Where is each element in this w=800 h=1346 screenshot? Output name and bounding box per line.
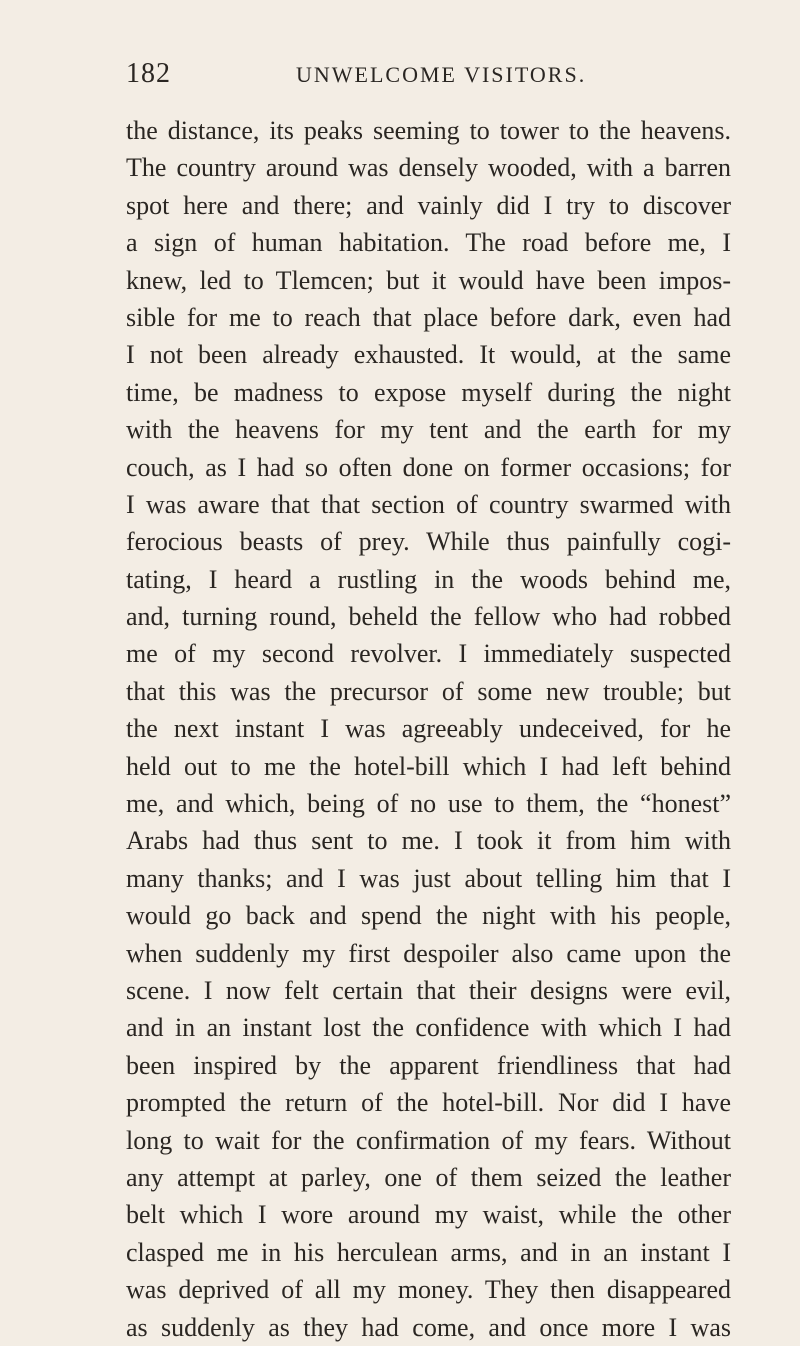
text-line: the next instant I was agreeably undeceived, for he [126,714,731,744]
text-line: the distance, its peaks seeming to tower to the heavens. [126,116,731,145]
text-line: me of my second revolver. I immediately suspected [126,639,731,669]
text-line: couch, as I had so often done on former occasions; for [126,452,731,482]
text-line: with the heavens for my tent and the earth for my [126,415,731,445]
text-line: I not been already exhausted. It would, at the same [126,340,731,370]
text-line: spot here and there; and vainly did I try to discover [126,190,731,220]
text-line: and, turning round, beheld the fellow who had robbed [126,602,731,632]
text-line: time, be madness to expose myself during the night [126,377,731,407]
text-line: as suddenly as they had come, and once more I was [126,1312,731,1342]
text-line: Arabs had thus sent to me. I took it from him with [126,826,731,856]
text-line: many thanks; and I was just about telling him that I [126,863,731,893]
text-line: knew, led to Tlemcen; but it would have been impos- [126,265,731,295]
text-line: The country around was densely wooded, with a barren [126,153,731,183]
text-line: me, and which, being of no use to them, the “honest” [126,789,731,819]
text-line: I was aware that that section of country swarmed with [126,489,731,519]
text-line: sible for me to reach that place before dark, even had [126,302,731,332]
running-title: UNWELCOME VISITORS. [296,62,587,87]
text-line: belt which I wore around my waist, while the other [126,1200,731,1230]
text-line: would go back and spend the night with his people, [126,901,731,931]
text-line: that this was the precursor of some new trouble; but [126,676,731,706]
text-line: held out to me the hotel-bill which I had left behind [126,751,731,781]
text-line: ferocious beasts of prey. While thus painfully cogi- [126,527,731,557]
text-line: been inspired by the apparent friendliness that had [126,1050,731,1080]
body-text [126,112,731,1346]
text-line: and in an instant lost the confidence with which I had [126,1013,731,1043]
text-line: a sign of human habitation. The road before me, I [126,228,731,258]
page-number: 182 [126,58,171,89]
text-line: any attempt at parley, one of them seized the leather [126,1162,731,1192]
text-line: clasped me in his herculean arms, and in an instant I [126,1237,731,1267]
text-line: scene. I now felt certain that their designs were evil, [126,975,731,1005]
text-line: when suddenly my first despoiler also came upon the [126,938,731,968]
running-head [126,58,726,94]
text-line: was deprived of all my money. They then disappeared [126,1275,731,1305]
text-line: tating, I heard a rustling in the woods behind me, [126,564,731,594]
text-line: long to wait for the confirmation of my fears. Without [126,1125,731,1155]
text-line: prompted the return of the hotel-bill. Nor did I have [126,1088,731,1118]
